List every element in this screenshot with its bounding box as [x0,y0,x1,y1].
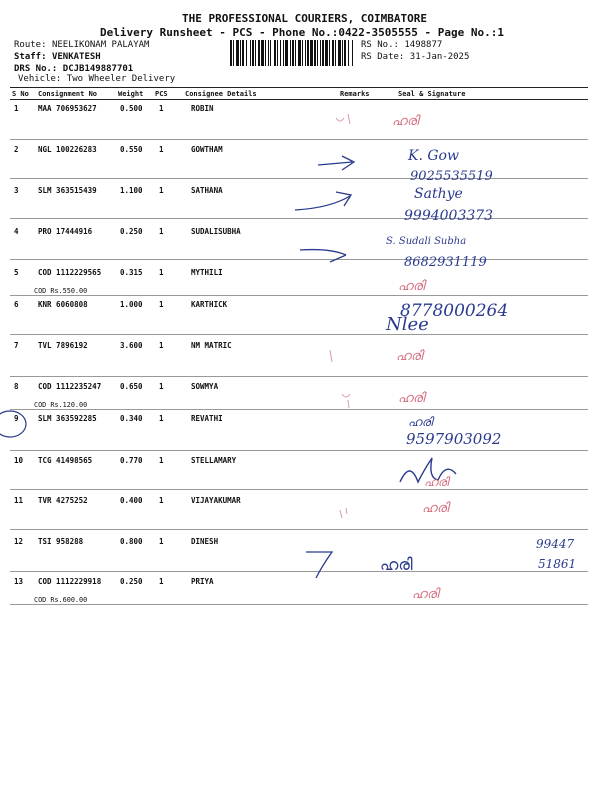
barcode-bar [252,40,254,66]
row-rule [10,529,588,530]
barcode-bar [322,40,324,66]
row-weight: 0.340 [120,414,143,423]
barcode-bar [310,40,313,66]
row-consignee: VIJAYAKUMAR [191,496,241,505]
vehicle-value: Two Wheeler Delivery [66,74,176,84]
delivered-mark: ഹരി [398,391,425,406]
arrow-mark [306,552,332,578]
arrow-mark [295,192,351,210]
row-circle-mark [0,411,26,437]
barcode-bar [242,40,244,66]
row-consignee: MYTHILI [191,268,223,277]
row-cod-amount: COD Rs.120.00 [34,401,88,409]
drs-line [14,64,133,74]
row-consignee: NM MATRIC [191,341,232,350]
runsheet-subtitle: Delivery Runsheet - PCS - Phone No.:0422-3505555 - Page No.:1 [100,26,504,39]
row-rule [10,450,588,451]
row-sno: 6 [14,300,19,309]
col-seal: Seal & Signature [398,90,466,98]
delivered-mark: ഹരി [408,415,433,429]
staff-label: Staff: [14,52,47,62]
barcode-bar [250,40,251,66]
signature-name: K. Gow [408,148,459,164]
row-cod-amount: COD Rs.600.00 [34,596,88,604]
route-label: Route: [14,40,47,50]
signature-name: Nlee [386,314,429,335]
route-value: NEELIKONAM PALAYAM [51,40,150,50]
row-rule [10,604,588,605]
row-weight: 3.600 [120,341,143,350]
barcode-bar [258,40,260,66]
signature-phone: 8682931119 [404,255,487,270]
col-consignee: Consignee Details [185,90,257,98]
row-sno: 13 [14,577,24,586]
row-consignee: STELLAMARY [191,456,237,465]
row-consignment: TVR 4275252 [38,496,88,505]
row-consignment: COD 1112235247 [38,382,102,391]
barcode-bar [261,40,264,66]
barcode-bar [280,40,281,66]
row-weight: 0.500 [120,104,143,113]
row-pcs: 1 [159,577,164,586]
row-weight: 0.800 [120,537,143,546]
row-pcs: 1 [159,268,164,277]
rs-no-label: RS No.: [361,40,399,50]
row-pcs: 1 [159,227,164,236]
row-rule [10,295,588,296]
col-sno: S No [12,90,29,98]
row-rule [10,409,588,410]
table-header-rule [10,99,588,100]
barcode-bar [352,40,353,66]
barcode-bar [317,40,318,66]
barcode-bar [342,40,343,66]
delivered-mark: ഹരി [396,349,423,364]
barcode-bar [277,40,278,66]
route-line [14,40,149,50]
barcode-bar [270,40,271,66]
arrow-mark [300,250,346,262]
row-sno: 3 [14,186,19,195]
barcode-bar [274,40,276,66]
red-check-mark [340,508,347,518]
rs-date-value: 31-Jan-2025 [409,52,470,62]
barcode-bar [325,40,328,66]
row-weight: 1.000 [120,300,143,309]
row-sno: 8 [14,382,19,391]
row-weight: 0.650 [120,382,143,391]
row-rule [10,376,588,377]
row-consignment: TCG 41498565 [38,456,93,465]
barcode-bar [344,40,346,66]
signature-phone: 9025535519 [410,169,493,184]
delivered-mark: ഹരി [392,114,419,129]
staff-line [14,52,101,62]
staff-value: VENKATESH [51,52,101,62]
drs-label: DRS No.: [14,64,58,74]
col-consignment: Consignment No [38,90,98,98]
barcode-bar [332,40,334,66]
row-sno: 9 [14,414,19,423]
signature-phone: 8778000264 [400,301,509,321]
row-cod-amount: COD Rs.550.00 [34,287,88,295]
signature-phone: 99447 [536,537,575,551]
row-consignee: ROBIN [191,104,214,113]
barcode-bar [246,40,247,66]
barcode-bar [283,40,284,66]
row-consignment: NGL 100226283 [38,145,97,154]
barcode-bar [285,40,288,66]
row-consignee: GOWTHAM [191,145,223,154]
signature-scribble [400,458,456,482]
vehicle-line [18,74,175,84]
row-consignment: SLM 363515439 [38,186,97,195]
rs-no-value: 1498877 [404,40,443,50]
row-sno: 7 [14,341,19,350]
row-rule [10,178,588,179]
col-pcs: PCS [155,90,168,98]
red-check-mark [336,114,350,124]
delivered-mark: ഹരി [412,587,439,602]
row-weight: 0.250 [120,227,143,236]
row-rule [10,139,588,140]
barcode-bar [348,40,349,66]
barcode-bar [290,40,291,66]
row-pcs: 1 [159,145,164,154]
row-consignee: SUDALISUBHA [191,227,241,236]
row-sno: 5 [14,268,19,277]
row-consignment: MAA 706953627 [38,104,97,113]
barcode-bar [240,40,241,66]
row-rule [10,259,588,260]
rs-date-label: RS Date: [361,52,405,62]
barcode-bar [292,40,294,66]
col-weight: Weight [118,90,144,98]
row-rule [10,571,588,572]
row-pcs: 1 [159,537,164,546]
signature-phone: 9994003373 [404,208,494,224]
row-consignment: PRO 17444916 [38,227,93,236]
delivered-mark: ഹരി [424,475,449,489]
row-pcs: 1 [159,341,164,350]
row-sno: 4 [14,227,19,236]
row-rule [10,218,588,219]
arrow-mark [318,156,354,170]
barcode-bar [230,40,232,66]
barcode-bar [295,40,296,66]
company-title: THE PROFESSIONAL COURIERS, COIMBATORE [182,12,428,25]
row-sno: 2 [14,145,19,154]
barcode-bar [305,40,306,66]
row-weight: 0.400 [120,496,143,505]
red-check-mark [330,350,332,362]
row-pcs: 1 [159,456,164,465]
row-weight: 0.770 [120,456,143,465]
barcode-bar [236,40,239,66]
barcode-bar [335,40,336,66]
row-pcs: 1 [159,300,164,309]
row-pcs: 1 [159,496,164,505]
drs-value: DCJB149887701 [62,64,134,74]
barcode-bar [268,40,269,66]
row-weight: 1.100 [120,186,143,195]
row-pcs: 1 [159,104,164,113]
barcode-bar [320,40,321,66]
row-pcs: 1 [159,186,164,195]
rs-no-line [361,40,442,50]
row-consignee: SATHANA [191,186,223,195]
row-consignee: DINESH [191,537,219,546]
row-consignee: SOWMYA [191,382,219,391]
barcode-bar [329,40,330,66]
delivered-mark: ഹരി [398,279,425,294]
row-rule [10,334,588,335]
row-pcs: 1 [159,382,164,391]
signature-phone: 9597903092 [406,430,502,448]
signature-name: Sathye [414,186,463,202]
red-check-mark [342,394,350,408]
row-consignment: KNR 6060808 [38,300,88,309]
row-weight: 0.315 [120,268,143,277]
barcode-bar [233,40,234,66]
row-weight: 0.250 [120,577,143,586]
barcode-bar [314,40,316,66]
row-consignee: KARTHICK [191,300,228,309]
row-weight: 0.550 [120,145,143,154]
row-sno: 10 [14,456,24,465]
row-sno: 12 [14,537,24,546]
row-consignee: PRIYA [191,577,214,586]
row-pcs: 1 [159,414,164,423]
barcode-bar [338,40,341,66]
row-consignment: COD 1112229565 [38,268,102,277]
delivered-mark: ഹരി [380,555,413,574]
barcode-bar [307,40,309,66]
row-consignment: TSI 958288 [38,537,84,546]
vehicle-label: Vehicle: [18,74,62,84]
barcode-bar [255,40,256,66]
barcode-bar [298,40,301,66]
row-rule [10,489,588,490]
row-consignment: COD 1112229918 [38,577,102,586]
col-remarks: Remarks [340,90,370,98]
signature-phone: 51861 [538,557,577,571]
rs-date-line [361,52,469,62]
delivered-mark: ഹരി [422,501,449,516]
row-sno: 11 [14,496,24,505]
row-consignment: TVL 7896192 [38,341,88,350]
table-top-rule [10,87,588,88]
row-consignment: SLM 363592285 [38,414,97,423]
row-consignee: REVATHI [191,414,223,423]
barcode-bar [265,40,266,66]
signature-name: S. Sudali Subha [386,236,467,247]
row-sno: 1 [14,104,19,113]
barcode-bar [302,40,303,66]
